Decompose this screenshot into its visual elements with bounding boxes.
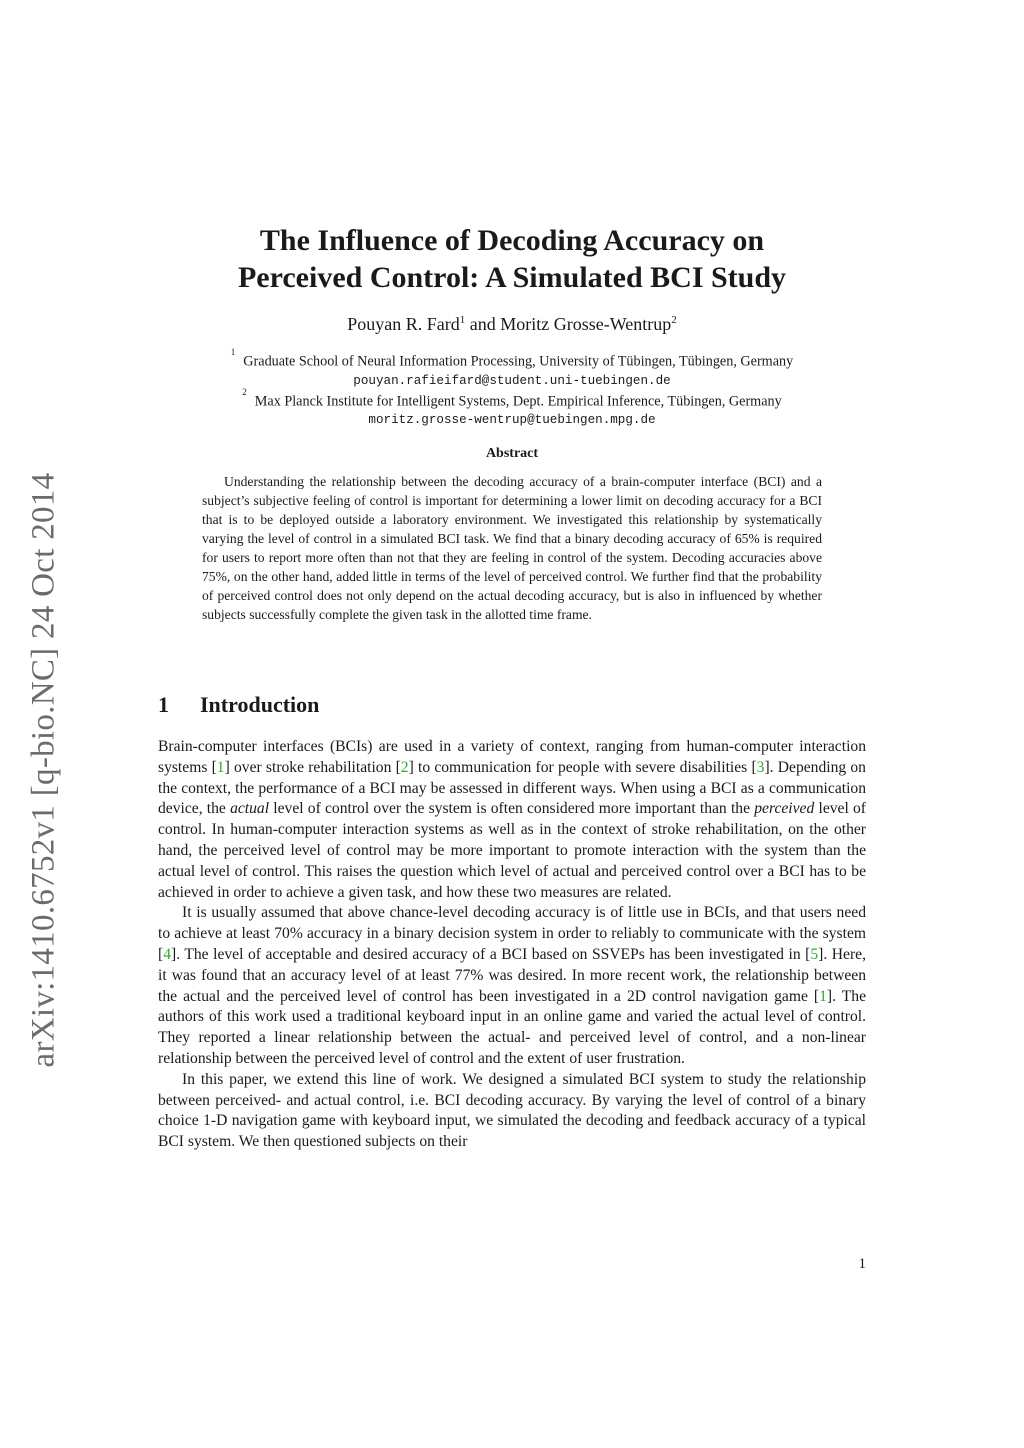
intro-paragraph-3: In this paper, we extend this line of work. We designed a simulated BCI system to study the relationship between perceived- and actual control, i.e. BCI decoding accuracy. By varying the level of control of a binary choice 1-D navigation game with keyboard input, we simulated the decoding and feedback accuracy of a typical BCI system. We then questioned subjects on their: [158, 1070, 866, 1151]
citation-link[interactable]: 4: [163, 945, 171, 963]
section-heading: [158, 692, 319, 718]
author-2-affiliation-mark: 2: [671, 314, 677, 326]
intro-p2-text: . Here, it was found that an accuracy level of at least 77% was desired. In more recent work, the relationship between the actual and the perceived level of control has been investigated in a 2D control navigation game: [158, 945, 866, 1005]
title-line-2: Perceived Control: A Simulated BCI Study: [237, 261, 787, 294]
affiliation-2-email: moritz.grosse-wentrup@tuebingen.mpg.de: [368, 413, 656, 427]
intro-paragraph-1: Brain-computer interfaces (BCIs) are used in a variety of context, ranging from human-computer interaction systems [1] over stroke rehabilitation [2] to communication for people with severe disabilities [3]. Depending on the context, the performance of a BCI may be assessed in different ways. When using a BCI as a communication device, the actual level of control over the system is often considered more important than the perceived level of control. In human-computer interaction systems as well as in the context of stroke rehabilitation, on the other hand, the perceived level of control may be more important to promote interaction with the system than the actual level of control. This raises the question which level of actual and perceived control over a BCI has to be achieved in order to achieve a given task, and how these two measures are related.: [158, 738, 866, 901]
section-title: Introduction: [200, 692, 320, 717]
intro-p1-text: . Depending on the context, the performance of a BCI may be assessed in different ways. When using a BCI as a communication device, the: [158, 758, 866, 818]
affiliation-1-text: Graduate School of Neural Information Processing, University of Tübingen, Tübingen, Germany: [243, 353, 794, 370]
intro-paragraph-2: It is usually assumed that above chance-level decoding accuracy is of little use in BCIs, and that users need to achieve at least 70% accuracy in a binary decision system in order to reliably to communicate with the system [4]. The level of acceptable and desired accuracy of a BCI based on SSVEPs has been investigated in [5]. Here, it was found that an accuracy level of at least 77% was desired. In more recent work, the relationship between the actual and the perceived level of control has been investigated in a 2D control navigation game [1]. The authors of this work used a traditional keyboard input in an online game and varied the actual level of control. They reported a linear relationship between the actual- and perceived level of control, and a non-linear relationship between the perceived level of control and the extent of user frustration.: [158, 904, 867, 1067]
emphasis-perceived: perceived: [754, 800, 815, 818]
paper-title: [158, 222, 866, 296]
affiliation-1-email: pouyan.rafieifard@student.uni-tuebingen.de: [353, 374, 671, 388]
intro-p2-text: . The level of acceptable and desired accuracy of a BCI based on SSVEPs has been investigated in: [176, 945, 806, 963]
intro-p1-text: to communication for people with severe disabilities: [413, 758, 752, 776]
citation-link[interactable]: 3: [756, 758, 765, 776]
introduction-body: [158, 737, 866, 1153]
emphasis-actual: actual: [230, 800, 270, 818]
citation-link[interactable]: 2: [400, 758, 409, 776]
title-line-1: The Influence of Decoding Accuracy on: [259, 224, 765, 257]
author-2: Moritz Grosse-Wentrup: [500, 314, 672, 334]
citation-link[interactable]: 1: [819, 987, 827, 1005]
author-list: [158, 314, 866, 335]
citation-link[interactable]: 5: [810, 945, 819, 963]
section-number: 1: [158, 692, 169, 717]
affiliation-2-number: 2: [242, 387, 247, 397]
intro-p2-text: . The authors of this work used a traditional keyboard input in an online game and varied the actual level of control. They reported a linear relationship between the actual- and perceived level of control, and a non-linear relationship between the perceived level of control and the extent of user frustration.: [158, 987, 867, 1067]
page-number: 1: [858, 1256, 866, 1272]
intro-p1-text: Brain-computer interfaces (BCIs) are used in a variety of context, ranging from human-computer interaction systems: [158, 738, 866, 776]
affiliation-2: [158, 387, 866, 411]
arxiv-identifier: arXiv:1410.6752v1 [q-bio.NC] 24 Oct 2014: [25, 472, 62, 1068]
affiliation-1: [158, 347, 866, 371]
abstract-heading: Abstract: [485, 446, 539, 461]
intro-p1-text: level of control over the system is often considered more important than the: [269, 800, 755, 818]
intro-p1-text: level of control. In human-computer interaction systems as well as in the context of stroke rehabilitation, on the other hand, the perceived level of control may be more important to promote interaction with the system than the actual level of control. This raises the question which level of actual and perceived control over a BCI has to be achieved in order to achieve a given task, and how these two measures are related.: [158, 800, 866, 901]
citation-link[interactable]: 1: [216, 758, 225, 776]
affiliation-2-text: Max Planck Institute for Intelligent Systems, Dept. Empirical Inference, Tübingen, Germany: [254, 393, 782, 410]
intro-p2-text: It is usually assumed that above chance-level decoding accuracy is of little use in BCIs, and that users need to achieve at least 70% accuracy in a binary decision system in order to reliably to communicate with the system: [158, 904, 866, 943]
author-1: Pouyan R. Fard: [347, 314, 460, 334]
intro-p1-text: over stroke rehabilitation: [229, 758, 396, 776]
abstract-text: Understanding the relationship between the decoding accuracy of a brain-computer interface (BCI) and a subject’s subjective feeling of control is important for determining a lower limit on decoding accuracy for a BCI that is to be deployed outside a laboratory environment. We investigated this relationship by systematically varying the level of control in a simulated BCI task. We find that a binary decoding accuracy of 65% is required for users to report more often than not that they are feeling in control of the system. Decoding accuracies above 75%, on the other hand, added little in terms of the level of perceived control. We further find that the probability of perceived control does not only depend on the actual decoding accuracy, but is also in influenced by whether subjects successfully complete the given task in the allotted time frame.: [202, 474, 822, 622]
author-1-affiliation-mark: 1: [459, 314, 466, 326]
arxiv-identifier-sidebar: [22, 440, 66, 1100]
author-conjunction: and: [465, 314, 501, 334]
affiliation-1-number: 1: [230, 347, 236, 357]
